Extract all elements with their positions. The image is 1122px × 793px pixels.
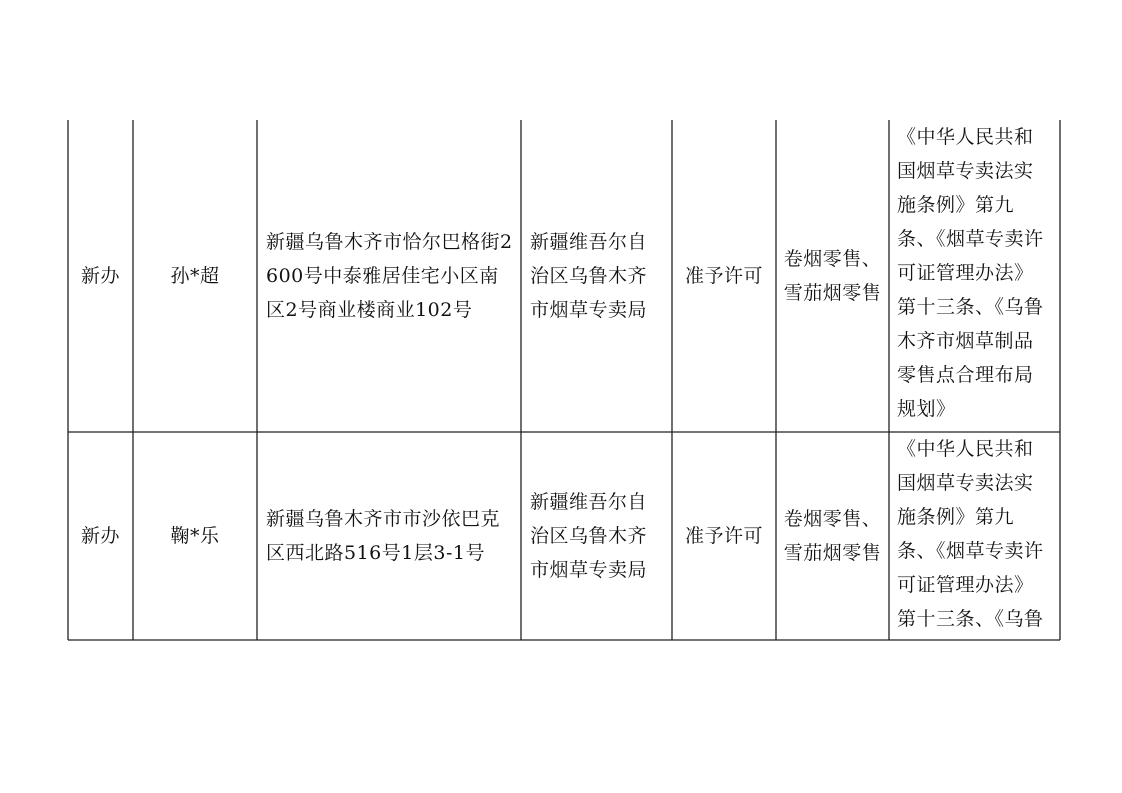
table-row-2-basis: 《中华人民共和国烟草专卖法实施条例》第九条、《烟草专卖许可证管理办法》第十三条、《乌鲁 bbox=[897, 438, 1044, 630]
table-row-2-authority: 新疆维吾尔自治区乌鲁木齐市烟草专卖局 bbox=[530, 491, 648, 581]
table-row-2-scope: 卷烟零售、雪茄烟零售 bbox=[783, 508, 882, 564]
table-row-1-type: 新办 bbox=[80, 265, 120, 287]
table-row-1-decision: 准予许可 bbox=[684, 265, 763, 287]
table-row-2-decision: 准予许可 bbox=[684, 525, 763, 547]
table-row-1-basis: 《中华人民共和国烟草专卖法实施条例》第九条、《烟草专卖许可证管理办法》第十三条、《乌鲁木齐市烟草制品零售点合理布局规划》 bbox=[897, 126, 1044, 420]
table-row-1-scope: 卷烟零售、雪茄烟零售 bbox=[783, 248, 882, 304]
table-row-1-authority: 新疆维吾尔自治区乌鲁木齐市烟草专卖局 bbox=[530, 231, 648, 321]
table-row-2-type: 新办 bbox=[80, 525, 120, 547]
table-row-1-address: 新疆乌鲁木齐市恰尔巴格街2600号中泰雅居佳宅小区南区2号商业楼商业102号 bbox=[266, 231, 513, 321]
table-row-2-address: 新疆乌鲁木齐市市沙依巴克区西北路516号1层3-1号 bbox=[266, 508, 501, 564]
table-row-1-name: 孙*超 bbox=[170, 265, 220, 287]
table-row-2-name: 鞠*乐 bbox=[170, 525, 220, 547]
